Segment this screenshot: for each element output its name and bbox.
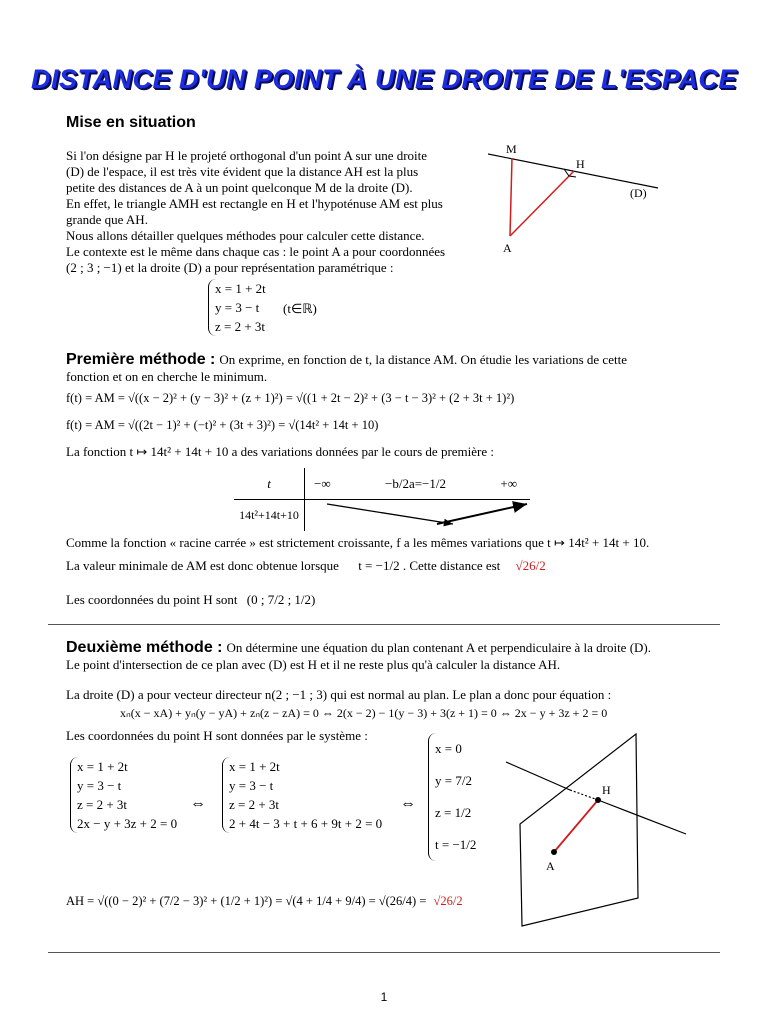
system-3: [428, 733, 476, 861]
segment-am: [510, 158, 512, 236]
arrow-increasing: [437, 504, 527, 524]
label-a: A: [546, 859, 555, 873]
text-line: grande que AH.: [66, 212, 148, 227]
footer-divider: [48, 952, 720, 953]
section-heading-method2: Deuxième méthode :: [66, 639, 223, 656]
monotony-line: Comme la fonction « racine carrée » est strictement croissante, f a les mêmes variations que t ↦ 14t² + 14t + 10.: [66, 535, 650, 550]
system-line: y = 3 − t: [77, 778, 122, 793]
method2-header: [66, 639, 651, 657]
equiv-symbol-2: ⇔: [400, 795, 416, 812]
plane-figure: [498, 728, 698, 934]
label-a: A: [503, 241, 512, 255]
system-2: [222, 757, 382, 833]
system-line: y = 3 − t: [215, 300, 260, 315]
system-line: z = 2 + 3t: [77, 797, 128, 812]
method2-intro: On détermine une équation du plan contenant A et perpendiculaire à la droite (D).: [226, 640, 651, 655]
line-d-back: [598, 800, 686, 834]
system-line: y = 7/2: [435, 773, 472, 788]
text-line: petite des distances de A à un point quelconque M de la droite (D).: [66, 180, 413, 195]
system-line: z = 2 + 3t: [229, 797, 280, 812]
situation-text: [66, 148, 480, 276]
param-note: (t∈ℝ): [283, 301, 317, 316]
segment-ah: [510, 171, 574, 236]
section-heading-situation: Mise en situation: [66, 114, 196, 131]
table-label-f: 14t²+14t+10: [234, 500, 305, 532]
method1-header: [66, 351, 627, 369]
min-line: [66, 558, 546, 574]
t-minus-inf: −∞: [314, 475, 331, 491]
system-line: t = −1/2: [435, 837, 477, 852]
min-line-text-2: . Cette distance est: [402, 558, 501, 573]
variation-table: [234, 468, 530, 531]
divider: [48, 624, 720, 625]
coords-line: [66, 592, 315, 608]
text-line: (D) de l'espace, il est très vite évident que la distance AH est la plus: [66, 164, 419, 179]
system-1: [70, 757, 177, 833]
section-heading-method1: Première méthode :: [66, 351, 216, 368]
coords-value: (0 ; 7/2 ; 1/2): [246, 592, 316, 607]
text-line: Nous allons détailler quelques méthodes pour calculer cette distance.: [66, 228, 425, 243]
line-d-hidden: [570, 790, 598, 800]
parametric-system: [208, 279, 266, 336]
plane-parallelogram: [520, 734, 638, 926]
ah-result: √26/2: [433, 894, 463, 908]
line-d-front: [506, 762, 570, 790]
point-h: [595, 797, 601, 803]
system-line: x = 1 + 2t: [77, 759, 128, 774]
method2-intro2: Le point d'intersection de ce plan avec (D) est H et il ne reste plus qu'à calculer la distance AH.: [66, 657, 561, 672]
ah-equation-text: AH = √((0 − 2)² + (7/2 − 3)² + (1/2 + 1)²) = √(4 + 1/4 + 9/4) = √(26/4) =: [66, 894, 427, 908]
min-t-value: t = −1/2: [358, 558, 400, 573]
arrow-decreasing: [327, 504, 453, 524]
method1-intro: On exprime, en fonction de t, la distance AM. On étudie les variations de cette: [219, 352, 627, 367]
system-line: y = 3 − t: [229, 778, 274, 793]
system-intro: Les coordonnées du point H sont données par le système :: [66, 728, 368, 743]
text-line: En effet, le triangle AMH est rectangle en H et l'hypoténuse AM est plus: [66, 196, 443, 211]
label-d: (D): [630, 186, 647, 200]
system-line: x = 1 + 2t: [215, 281, 266, 296]
vector-line: La droite (D) a pour vecteur directeur n(2 ; −1 ; 3) qui est normal au plan. Le plan a donc pour équation :: [66, 687, 612, 702]
t-vertex: −b/2a=−1/2: [385, 475, 446, 491]
t-plus-inf: +∞: [500, 475, 517, 491]
segment-ah: [554, 800, 598, 852]
text-line: Si l'on désigne par H le projeté orthogonal d'un point A sur une droite: [66, 148, 428, 163]
page-title: DISTANCE D'UN POINT À UNE DROITE DE L'ESPACE: [31, 64, 737, 94]
text-line: (2 ; 3 ; −1) et la droite (D) a pour représentation paramétrique :: [66, 260, 394, 275]
coords-text: Les coordonnées du point H sont: [66, 592, 238, 607]
min-line-text: La valeur minimale de AM est donc obtenue lorsque: [66, 558, 339, 573]
system-line: z = 1/2: [435, 805, 472, 820]
system-line: 2x − y + 3z + 2 = 0: [77, 816, 178, 831]
text-line: Le contexte est le même dans chaque cas : le point A a pour coordonnées: [66, 244, 446, 259]
method1-intro2: fonction et on en cherche le minimum.: [66, 369, 268, 384]
equation-am-2: f(t) = AM = √((2t − 1)² + (−t)² + (3t + 3)²) = √(14t² + 14t + 10): [66, 418, 379, 432]
system-line: 2 + 4t − 3 + t + 6 + 9t + 2 = 0: [229, 816, 383, 831]
label-h: H: [576, 157, 585, 171]
equiv-symbol-1: ⇔: [190, 795, 206, 812]
plane-equation: xₙ(x − xA) + yₙ(y − yA) + zₙ(z − zA) = 0 ⇔ 2(x − 2) − 1(y − 3) + 3(z + 1) = 0 ⇔ 2x − y + 3z + 2 = 0: [120, 706, 608, 720]
table-arrows: [305, 500, 531, 532]
system-line: x = 1 + 2t: [229, 759, 280, 774]
triangle-figure: [488, 140, 668, 260]
ah-equation: [66, 893, 463, 909]
min-distance-value: √26/2: [515, 558, 546, 573]
page-number: 1: [380, 990, 388, 1004]
table-label-t: t: [234, 468, 305, 500]
system-line: z = 2 + 3t: [215, 319, 266, 334]
point-a: [551, 849, 557, 855]
label-h: H: [602, 783, 611, 797]
equation-am-1: f(t) = AM = √((x − 2)² + (y − 3)² + (z + 1)²) = √((1 + 2t − 2)² + (3 − t − 3)² + (2 + 3t + 1)²): [66, 391, 515, 405]
function-line: La fonction t ↦ 14t² + 14t + 10 a des variations données par le cours de première :: [66, 444, 494, 459]
label-m: M: [506, 142, 517, 156]
system-line: x = 0: [435, 741, 462, 756]
table-t-values: [305, 468, 531, 500]
